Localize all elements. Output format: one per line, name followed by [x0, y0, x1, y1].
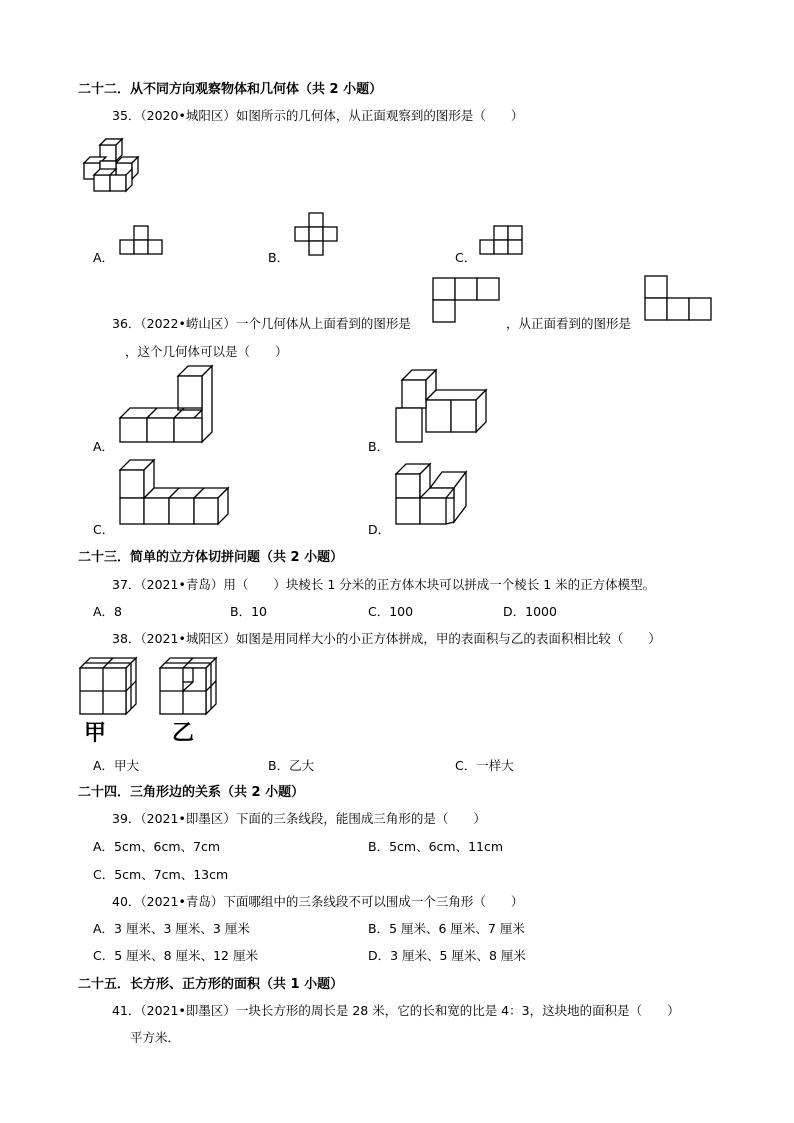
q38-option-a: A．甲大 [93, 758, 140, 773]
q37-option-c: C．100 [368, 604, 414, 619]
section-title-24: 二十四．三角形边的关系（共 2 小题） [78, 785, 305, 800]
q36-option-a: A． [93, 439, 115, 454]
q38-option-b: B．乙大 [268, 758, 315, 773]
q36-top-view-figure [432, 277, 504, 327]
q40-option-c: C．5 厘米、8 厘米、12 厘米 [93, 948, 258, 963]
question-37-text: 37．（2021•青岛）用（ ）块棱长 1 分米的正方体木块可以拼成一个棱长 1 米的正方体模型。 [112, 577, 656, 592]
q40-option-b: B．5 厘米、6 厘米、7 厘米 [368, 921, 525, 936]
q35-option-a: A． [93, 250, 115, 265]
q40-option-a: A．3 厘米、3 厘米、3 厘米 [93, 921, 250, 936]
q36-option-d-figure [394, 464, 474, 526]
q37-option-a: A．8 [93, 604, 123, 619]
q38-option-c: C．一样大 [455, 758, 514, 773]
q35-option-b-figure [293, 213, 341, 257]
question-36-text-part2: ，从正面看到的图形是 [506, 316, 632, 331]
q38-label-yi: 乙 [172, 721, 195, 746]
q39-option-c: C．5cm、7cm、13cm [93, 867, 229, 882]
q36-option-d: D． [368, 522, 391, 537]
q37-option-b: B．10 [230, 604, 267, 619]
q36-option-a-figure [118, 368, 218, 446]
q36-option-c-figure [118, 460, 230, 526]
section-title-23: 二十三．简单的立方体切拼问题（共 2 小题） [78, 550, 344, 565]
q36-option-b: B． [368, 439, 390, 454]
question-39-text: 39．（2021•即墨区）下面的三条线段，能围成三角形的是（ ） [112, 811, 486, 826]
question-41-text-line1: 41．（2021•即墨区）一块长方形的周长是 28 米，它的长和宽的比是 4：3，这块地的面积是（ ） [112, 1003, 680, 1018]
question-36-text-part3: ，这个几何体可以是（ ） [125, 344, 288, 359]
q35-option-c-figure [478, 226, 526, 256]
q39-option-b: B．5cm、6cm、11cm [368, 839, 504, 854]
q38-figure-yi [158, 656, 220, 718]
q35-option-a-figure [118, 226, 166, 256]
question-40-text: 40．（2021•青岛）下面哪组中的三条线段不可以围成一个三角形（ ） [112, 894, 524, 909]
q37-option-d: D．1000 [503, 604, 557, 619]
section-title-22: 二十二．从不同方向观察物体和几何体（共 2 小题） [78, 82, 383, 97]
q35-option-b: B． [268, 250, 290, 265]
q35-solid-figure [80, 135, 150, 197]
question-38-text: 38．（2021•城阳区）如图是用同样大小的小正方体拼成，甲的表面积与乙的表面积相比较（ ） [112, 631, 661, 646]
question-35-text: 35．（2020•城阳区）如图所示的几何体，从正面观察到的图形是（ ） [112, 108, 524, 123]
q36-option-b-figure [394, 370, 494, 446]
q36-option-c: C． [93, 522, 115, 537]
section-title-25: 二十五．长方形、正方形的面积（共 1 小题） [78, 977, 344, 992]
question-41-text-line2: 平方米． [130, 1030, 181, 1045]
q39-option-a: A．5cm、6cm、7cm [93, 839, 221, 854]
q38-label-jia: 甲 [84, 721, 107, 746]
q38-figure-jia [78, 656, 140, 718]
q40-option-d: D．3 厘米、5 厘米、8 厘米 [368, 948, 526, 963]
q36-front-view-figure [644, 275, 716, 325]
q35-option-c: C． [455, 250, 477, 265]
question-36-text-part1: 36．（2022•崂山区）一个几何体从上面看到的图形是 [112, 316, 411, 331]
